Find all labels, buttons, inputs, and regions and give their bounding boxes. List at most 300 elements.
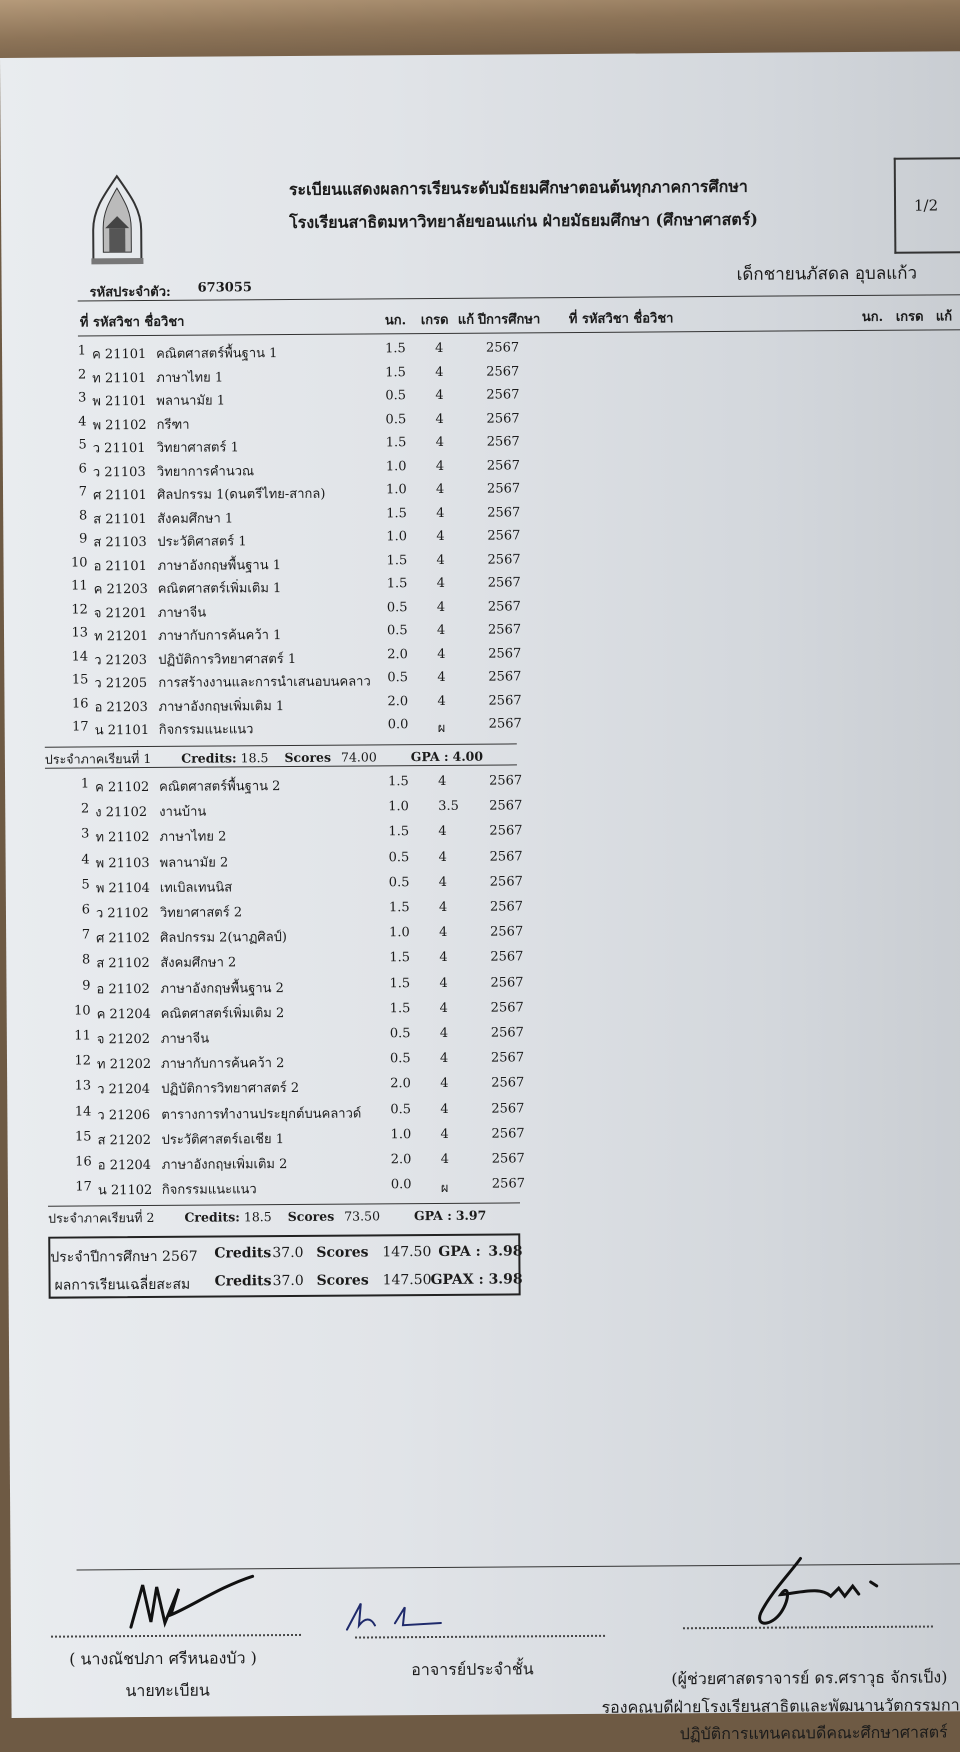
student-name: เด็กชายนภัสดล อุบลแก้ว (736, 263, 918, 285)
page-indicator: 1/2 (913, 196, 939, 215)
subject-name: ประวัติศาสตร์เอเชีย 1 (161, 1131, 285, 1148)
subject-name: วิทยาการคำนวณ (156, 463, 255, 480)
semester1-scores: 74.00 (340, 749, 377, 765)
year-total-line (50, 1243, 523, 1266)
row-number: 14 (74, 1103, 92, 1120)
credits-value: 2.0 (390, 1152, 412, 1168)
credits-value: 0.5 (386, 623, 408, 639)
credits-value: 0.0 (390, 1177, 412, 1193)
credits-value: 1.0 (390, 1126, 412, 1143)
subject-code: อ 21101 (93, 558, 147, 574)
academic-year: 2567 (491, 1100, 525, 1117)
credits-value: 1.5 (386, 505, 407, 521)
subject-name: สังคมศึกษา 2 (160, 955, 237, 972)
grade-value: 4 (437, 693, 446, 709)
row-number: 3 (78, 390, 87, 406)
table-row (4, 575, 564, 601)
credits-value: 1.0 (385, 482, 407, 498)
credits-value: 0.5 (388, 849, 410, 865)
row-number: 11 (74, 1028, 91, 1044)
transcript-sheet (0, 51, 960, 1744)
column-header-grade: เกรด (420, 312, 449, 329)
row-number: 6 (81, 902, 91, 918)
subject-code: ศ 21101 (93, 487, 147, 504)
registrar-signature-line (51, 1634, 301, 1638)
academic-year: 2567 (491, 1126, 525, 1142)
semester2-term: 2 (146, 1209, 155, 1226)
credits-value: 2.0 (390, 1076, 411, 1092)
grade-value: 4 (436, 575, 446, 591)
table-row (3, 505, 563, 531)
subject-code: พ 21103 (95, 855, 150, 871)
table-row (5, 716, 565, 742)
subject-name: ภาษาอังกฤษพื้นฐาน 1 (157, 557, 282, 574)
credits-value: 0.5 (386, 599, 408, 615)
table-row (4, 646, 564, 672)
academic-year: 2567 (489, 899, 524, 915)
credits-value: 1.0 (385, 458, 407, 474)
dean-name: (ผู้ช่วยศาสตราจารย์ ดร.ศราวุธ จักรเป็ง) (671, 1667, 948, 1689)
table-row (8, 1151, 568, 1177)
subject-name: คณิตศาสตร์เพิ่มเติม 2 (160, 1005, 285, 1022)
academic-year: 2567 (486, 387, 520, 403)
subject-code: พ 21104 (95, 880, 150, 897)
subject-code: อ 21203 (94, 699, 148, 715)
grade-value: 4 (438, 824, 447, 840)
grade-value: 4 (435, 481, 445, 497)
academic-year: 2567 (487, 551, 521, 568)
row-number: 8 (81, 952, 91, 968)
row-number: 12 (71, 601, 88, 618)
credits-value: 1.5 (389, 1000, 411, 1017)
year-gpa-label: GPA : (438, 1243, 481, 1260)
academic-year: 2567 (486, 363, 520, 380)
subject-name: ประวัติศาสตร์ 1 (157, 534, 247, 550)
grade-value: 4 (440, 1151, 450, 1167)
grade-value: 4 (436, 622, 446, 638)
grade-value: 4 (435, 387, 444, 403)
subject-name: ปฏิบัติการวิทยาศาสตร์ 1 (158, 651, 297, 668)
row-number: 3 (81, 826, 90, 842)
academic-year: 2567 (490, 924, 524, 940)
table-row (4, 622, 564, 648)
table-row (3, 481, 563, 507)
row-number: 10 (70, 554, 88, 571)
homeroom-teacher-signature-line (355, 1635, 605, 1639)
subject-name: กรีฑา (156, 417, 190, 433)
subject-code: จ 21202 (96, 1031, 151, 1048)
grade-value: 4 (439, 975, 448, 991)
subject-code: ค 21204 (96, 1006, 151, 1023)
grade-value: 4 (438, 899, 448, 915)
grade-value: 4 (437, 669, 446, 685)
semester2-gpa: 3.97 (455, 1207, 487, 1223)
academic-year: 2567 (487, 575, 521, 591)
subject-code: ท 21202 (96, 1057, 152, 1073)
credits-value: 1.5 (385, 364, 406, 380)
academic-year: 2567 (489, 848, 523, 865)
credits-value: 0.5 (387, 670, 409, 686)
subject-name: เทเบิลเทนนิส (159, 880, 233, 896)
credits-value: 2.0 (387, 693, 409, 709)
subject-name: ภาษากับการค้นคว้า 1 (157, 628, 282, 644)
semester1-gpa: 4.00 (452, 748, 484, 764)
grade-value: 4 (439, 1051, 449, 1067)
semester2-scores-label: Scores (287, 1208, 335, 1225)
subject-name: ภาษาจีน (157, 605, 207, 621)
grade-value: 4 (439, 950, 448, 966)
document-title: ระเบียนแสดงผลการเรียนระดับมัธยมศึกษาตอนต้นทุกภาคการศึกษา (288, 176, 748, 199)
subject-code: ท 21201 (93, 628, 149, 645)
subject-name: พลานามัย 2 (159, 855, 229, 871)
subject-name: กิจกรรมแนะแนว (161, 1182, 257, 1199)
column-header-credits-right: นก. (861, 309, 884, 325)
table-row (8, 1176, 568, 1202)
subject-code: ส 21101 (93, 511, 147, 527)
row-number: 2 (77, 366, 87, 382)
row-number: 15 (74, 1129, 92, 1145)
cumulative-label: ผลการเรียนเฉลี่ยสะสม (54, 1276, 191, 1294)
grade-value: 4 (435, 458, 445, 474)
credits-value: 0.5 (388, 874, 410, 891)
dean-signature (730, 1552, 901, 1643)
academic-year: 2567 (490, 1025, 524, 1041)
subject-name: สังคมศึกษา 1 (157, 510, 234, 527)
row-number: 4 (81, 851, 90, 868)
subject-code: น 21101 (94, 722, 150, 739)
column-header-subject: ที่ รหัสวิชา ชื่อวิชา (79, 314, 185, 331)
semester2-gpa-label: GPA : (413, 1207, 452, 1224)
subject-code: ว 21204 (97, 1082, 151, 1098)
academic-year: 2567 (489, 874, 523, 890)
academic-year: 2567 (488, 692, 522, 709)
cumulative-gpax: 3.98 (488, 1271, 523, 1288)
academic-year: 2567 (491, 1151, 525, 1167)
column-header-fix: แก้ (457, 312, 475, 328)
table-row (2, 387, 562, 413)
academic-year: 2567 (488, 645, 522, 662)
credits-value: 1.5 (389, 950, 411, 966)
credits-value: 1.5 (388, 824, 410, 840)
row-number: 16 (71, 695, 89, 712)
credits-value: 1.5 (388, 900, 410, 916)
subject-code: ว 21206 (97, 1107, 151, 1123)
row-number: 16 (75, 1154, 92, 1170)
table-row (2, 411, 562, 437)
academic-year: 2567 (486, 434, 520, 450)
academic-year: 2567 (486, 457, 521, 474)
row-number: 4 (78, 413, 87, 429)
grade-value: 4 (439, 1000, 448, 1016)
year-total-label: ประจำปีการศึกษา 2567 (50, 1248, 198, 1266)
table-row (5, 798, 565, 824)
row-number: 7 (78, 484, 88, 500)
table-row (4, 693, 564, 719)
grade-value: ผ (440, 1181, 449, 1197)
grade-value: 4 (435, 364, 444, 380)
grade-value: 4 (438, 849, 447, 865)
subject-name: วิทยาศาสตร์ 1 (156, 440, 239, 456)
subject-name: คณิตศาสตร์เพิ่มเติม 1 (157, 581, 282, 597)
subject-code: ค 21101 (92, 346, 147, 363)
subject-code: ว 21102 (95, 905, 149, 922)
year-credits: 37.0 (272, 1244, 304, 1262)
student-id: 673055 (197, 280, 252, 296)
row-number: 11 (71, 578, 88, 594)
page-indicator-box (894, 157, 960, 253)
subject-code: ค 21203 (93, 581, 148, 598)
row-number: 14 (71, 648, 89, 665)
semester2-credits: 18.5 (243, 1209, 272, 1225)
subject-name: คณิตศาสตร์พื้นฐาน 2 (159, 779, 281, 795)
credits-value: 0.5 (385, 388, 407, 404)
table-row (2, 340, 562, 366)
academic-year: 2567 (487, 598, 521, 615)
row-number: 1 (77, 343, 87, 359)
table-row (3, 528, 563, 554)
column-header-subject-right: ที่ รหัสวิชา ชื่อวิชา (568, 311, 674, 328)
table-row (5, 773, 565, 799)
academic-year: 2567 (489, 773, 523, 789)
subject-name: กิจกรรมแนะแนว (158, 722, 254, 738)
academic-year: 2567 (485, 340, 520, 356)
subject-code: ส 21103 (93, 534, 147, 551)
year-credits-label: Credits (214, 1245, 272, 1262)
grade-value: 3.5 (438, 799, 459, 815)
table-row (6, 924, 566, 950)
academic-year: 2567 (490, 1000, 524, 1016)
grade-value: 4 (437, 646, 446, 662)
credits-value: 1.0 (386, 529, 408, 545)
row-number: 17 (72, 719, 89, 735)
credits-value: 1.5 (384, 341, 406, 357)
row-number: 15 (71, 672, 89, 688)
subject-code: ค 21102 (95, 779, 150, 796)
academic-year: 2567 (490, 974, 524, 991)
grade-value: 4 (438, 773, 447, 789)
grade-value: 4 (439, 925, 448, 941)
grade-value: 4 (436, 599, 446, 615)
semester2-summary (48, 1206, 486, 1229)
row-number: 12 (74, 1053, 92, 1069)
grade-value: 4 (434, 340, 444, 356)
table-row (7, 1101, 567, 1127)
credits-value: 1.5 (386, 552, 408, 568)
subject-code: ว 21203 (94, 652, 148, 668)
column-header-fix-right: แก้ (935, 309, 953, 325)
row-number: 8 (78, 507, 88, 523)
row-number: 13 (71, 625, 89, 641)
credits-value: 0.5 (385, 411, 407, 427)
school-emblem-logo (85, 172, 150, 268)
table-row (6, 975, 566, 1001)
year-gpa: 3.98 (488, 1243, 523, 1260)
grade-value: 4 (435, 434, 445, 450)
table-row (3, 458, 563, 484)
table-row (6, 849, 566, 875)
row-number: 6 (78, 460, 87, 476)
subject-code: น 21102 (97, 1183, 153, 1199)
table-row (6, 949, 566, 975)
row-number: 5 (78, 437, 87, 453)
academic-year: 2567 (487, 528, 521, 544)
grade-value: 4 (438, 874, 448, 890)
grade-value: 4 (436, 552, 445, 568)
table-row (7, 1000, 567, 1026)
row-number: 13 (74, 1078, 92, 1094)
registrar-title: นายทะเบียน (125, 1680, 210, 1701)
table-row (3, 434, 563, 460)
row-number: 9 (82, 977, 91, 994)
academic-year: 2567 (486, 410, 520, 427)
subject-code: อ 21102 (96, 981, 150, 997)
semester1-summary-label: ประจำภาคเรียนที่ (44, 751, 140, 767)
semester1-gpa-label: GPA : (410, 748, 449, 765)
table-row (7, 1126, 567, 1152)
student-id-label: รหัสประจำตัว: (89, 284, 171, 301)
registrar-signature (121, 1566, 261, 1637)
row-number: 9 (79, 531, 88, 547)
semester1-credits: 18.5 (240, 750, 269, 766)
academic-year: 2567 (491, 1176, 526, 1192)
credits-value: 1.5 (389, 975, 411, 991)
semester1-scores-label: Scores (284, 749, 332, 766)
subject-code: พ 21102 (92, 417, 147, 433)
row-number: 17 (75, 1179, 92, 1195)
subject-name: ศิลปกรรม 1(ดนตรีไทย-สากล) (157, 486, 326, 503)
table-row (7, 1050, 567, 1076)
year-scores: 147.50 (382, 1244, 432, 1261)
cumulative-scores: 147.50 (382, 1272, 432, 1289)
academic-year: 2567 (489, 798, 523, 814)
subject-name: วิทยาศาสตร์ 2 (159, 905, 243, 921)
semester2-credits-label: Credits: (184, 1209, 240, 1225)
subject-code: ท 21101 (92, 370, 147, 386)
subject-name: ภาษาอังกฤษเพิ่มเติม 1 (158, 698, 285, 715)
academic-year: 2567 (487, 622, 522, 638)
academic-year: 2567 (489, 823, 523, 839)
table-row (7, 1075, 567, 1101)
subject-code: จ 21201 (93, 605, 148, 621)
subject-code: พ 21101 (92, 393, 147, 410)
academic-year: 2567 (486, 481, 521, 497)
subject-code: อ 21204 (97, 1157, 152, 1174)
column-header-credits: นก. (384, 313, 407, 329)
homeroom-teacher-title: อาจารย์ประจำชั้น (411, 1659, 534, 1680)
dean-title-line1: รองคณบดีฝ่ายโรงเรียนสาธิตและพัฒนานวัตกรรมกา (601, 1695, 960, 1717)
table-row (3, 552, 563, 578)
credits-value: 1.5 (385, 435, 407, 451)
subject-code: ว 21103 (92, 464, 146, 480)
totals-box (48, 1233, 523, 1298)
year-scores-label: Scores (316, 1244, 369, 1261)
grade-value: 4 (440, 1076, 449, 1092)
subject-name: ภาษากับการค้นคว้า 2 (160, 1056, 285, 1073)
subject-code: ง 21102 (95, 805, 148, 821)
table-row (6, 899, 566, 925)
academic-year: 2567 (491, 1075, 525, 1091)
table-row (7, 1025, 567, 1051)
subject-code: ท 21102 (95, 830, 150, 846)
grade-value: 4 (436, 505, 445, 521)
grade-value: 4 (440, 1126, 449, 1142)
credits-value: 0.5 (390, 1101, 412, 1117)
subject-name: ภาษาไทย 2 (159, 829, 227, 846)
credits-value: 0.5 (389, 1051, 411, 1067)
subject-name: ภาษาไทย 1 (156, 369, 224, 386)
semester2-scores: 73.50 (344, 1208, 381, 1224)
grade-value: 4 (440, 1101, 449, 1117)
academic-year: 2567 (488, 716, 522, 732)
subject-name: ภาษาอังกฤษเพิ่มเติม 2 (161, 1157, 288, 1173)
cumulative-gpax-label: GPAX : (430, 1271, 484, 1289)
grade-value: 4 (439, 1025, 449, 1041)
credits-value: 1.0 (388, 799, 409, 815)
subject-name: ศิลปกรรม 2(นาฏศิลป์) (160, 930, 288, 947)
subject-code: ส 21202 (97, 1132, 152, 1149)
semester2-summary-label: ประจำภาคเรียนที่ (48, 1210, 143, 1226)
column-header-grade-right: เกรด (895, 309, 924, 325)
academic-year: 2567 (490, 1050, 525, 1066)
grade-value: 4 (435, 411, 444, 427)
table-row (5, 823, 565, 849)
credits-value: 2.0 (387, 646, 408, 662)
registrar-name: ( นางณัชปภา ศรีหนองบัว ) (69, 1648, 257, 1669)
credits-value: 1.0 (389, 925, 410, 941)
academic-year: 2567 (487, 504, 521, 521)
cumulative-scores-label: Scores (316, 1272, 369, 1289)
subject-code: ศ 21102 (96, 931, 150, 947)
academic-year: 2567 (488, 669, 522, 685)
credits-value: 1.5 (388, 774, 409, 790)
cumulative-credits-label: Credits (214, 1273, 272, 1290)
column-header-year: ปีการศึกษา (477, 312, 541, 328)
grade-value: ผ (437, 720, 446, 736)
subject-name: งานบ้าน (159, 804, 207, 821)
credits-value: 1.5 (386, 576, 408, 592)
homeroom-teacher-signature (341, 1595, 451, 1636)
table-row (6, 874, 566, 900)
table-row (4, 599, 564, 625)
cumulative-line (54, 1271, 523, 1294)
credits-value: 0.0 (387, 717, 409, 733)
credits-value: 0.5 (389, 1026, 411, 1042)
header-bottom-rule (78, 329, 960, 336)
table-row (4, 669, 564, 695)
subject-code: ส 21102 (96, 956, 150, 972)
subject-name: การสร้างงานและการนำเสนอบนคลาว (158, 674, 371, 691)
grade-value: 4 (436, 528, 445, 544)
subject-name: ภาษาอังกฤษพื้นฐาน 2 (160, 980, 284, 997)
school-name: โรงเรียนสาธิตมหาวิทยาลัยขอนแก่น ฝ่ายมัธยมศึกษา (ศึกษาศาสตร์) (289, 209, 758, 232)
subject-name: ปฏิบัติการวิทยาศาสตร์ 2 (161, 1081, 300, 1098)
subject-name: ตารางการทำงานประยุกต์บนคลาวด์ (161, 1106, 362, 1123)
row-number: 10 (74, 1003, 91, 1019)
semester1-term: 1 (143, 750, 152, 767)
subject-code: ว 21101 (92, 440, 146, 457)
subject-name: ภาษาจีน (160, 1031, 210, 1047)
row-number: 1 (80, 776, 90, 792)
table-row (2, 364, 562, 390)
subject-code: ว 21205 (94, 675, 148, 692)
academic-year: 2567 (490, 949, 524, 965)
semester1-credits-label: Credits: (181, 750, 237, 766)
cumulative-credits: 37.0 (272, 1272, 304, 1290)
row-number: 7 (81, 927, 91, 943)
subject-name: พลานามัย 1 (156, 393, 226, 409)
row-number: 5 (81, 877, 90, 893)
row-number: 2 (80, 801, 90, 817)
